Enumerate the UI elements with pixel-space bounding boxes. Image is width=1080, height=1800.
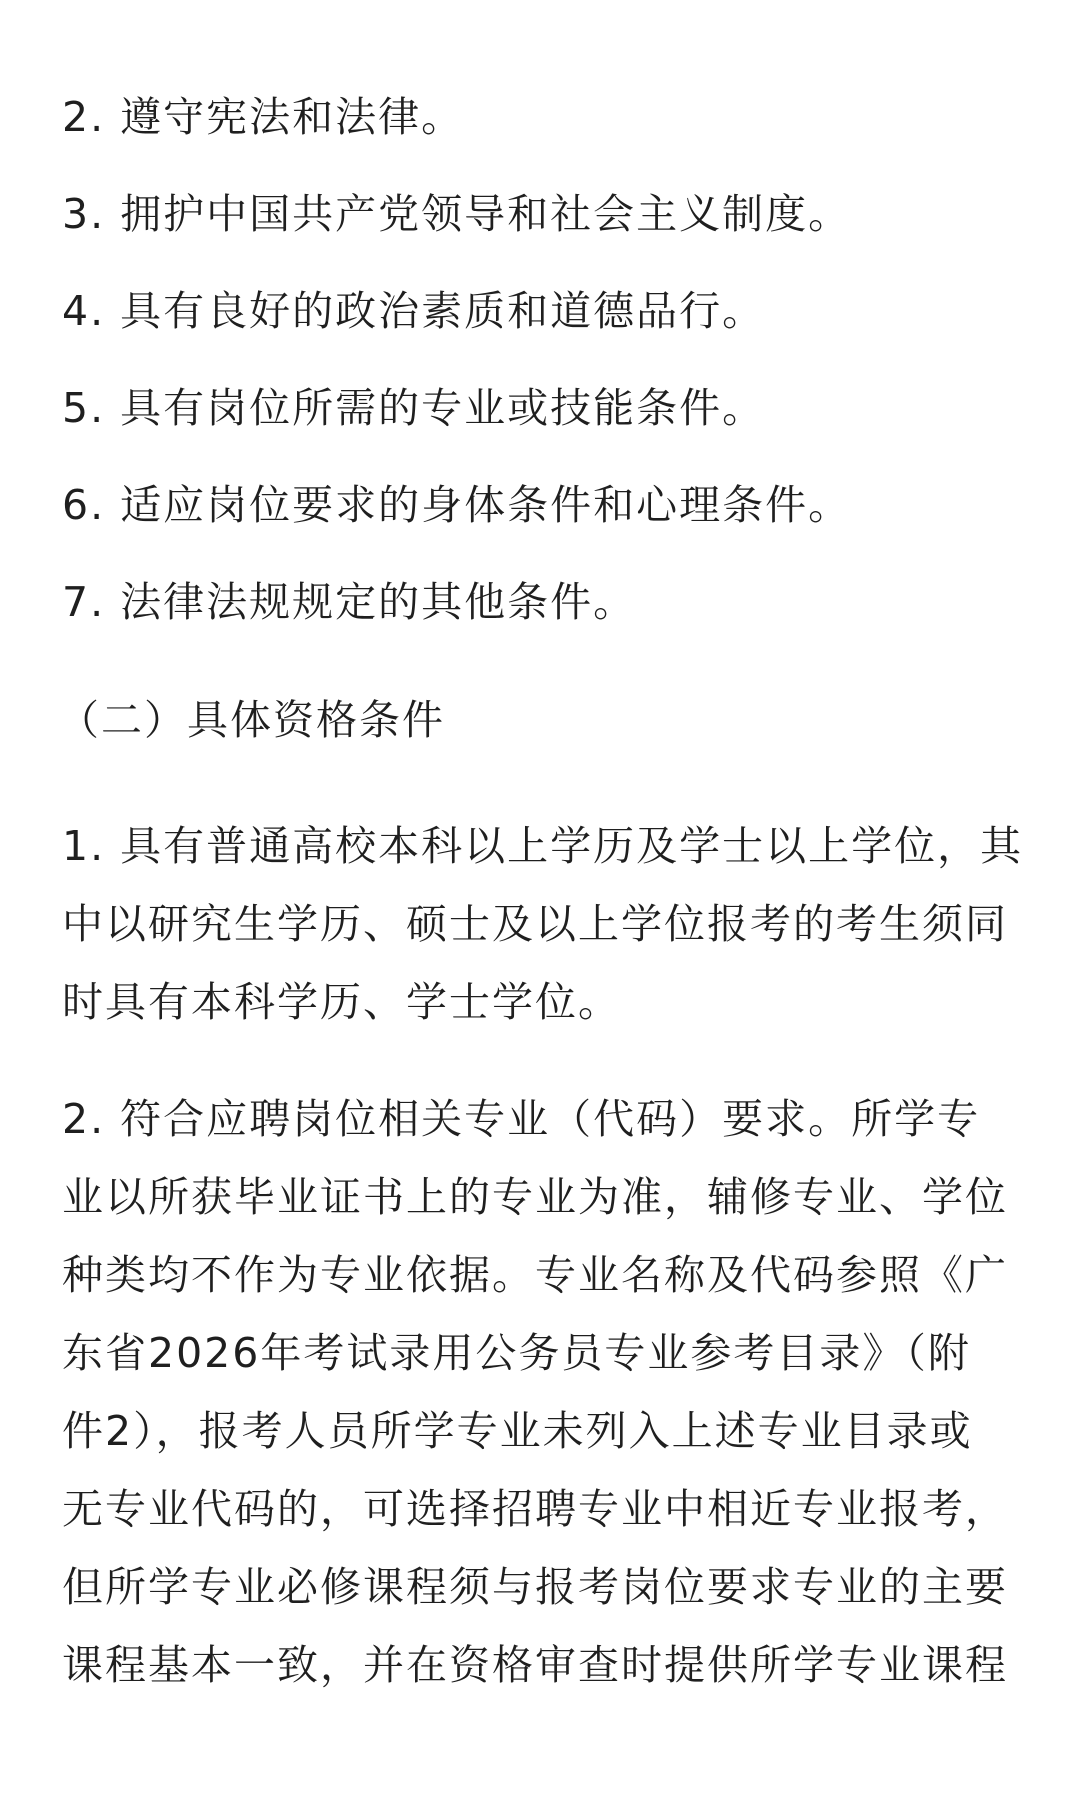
paragraph-line: 时具有本科学历、学士学位。 [62,978,621,1026]
condition-item-3: 3. 拥护中国共产党领导和社会主义制度。 [62,190,852,238]
paragraph-line: 业以所获毕业证书上的专业为准，辅修专业、学位 [62,1173,1008,1221]
condition-item-6: 6. 适应岗位要求的身体条件和心理条件。 [62,481,852,529]
section-heading: （二）具体资格条件 [58,696,445,744]
qualification-paragraph-2 [62,1080,1008,1704]
paragraph-line: 件2），报考人员所学专业未列入上述专业目录或 [62,1407,973,1455]
paragraph-line: 1. 具有普通高校本科以上学历及学士以上学位，其 [62,822,1024,870]
paragraph-line: 中以研究生学历、硕士及以上学位报考的考生须同 [62,900,1008,948]
condition-item-2: 2. 遵守宪法和法律。 [62,93,465,141]
condition-item-4: 4. 具有良好的政治素质和道德品行。 [62,287,766,335]
paragraph-line: 种类均不作为专业依据。专业名称及代码参照《广 [62,1251,1008,1299]
condition-item-7: 7. 法律法规规定的其他条件。 [62,578,637,626]
paragraph-line: 但所学专业必修课程须与报考岗位要求专业的主要 [62,1563,1008,1611]
qualification-paragraph-1 [62,807,1023,1041]
paragraph-line: 课程基本一致，并在资格审查时提供所学专业课程 [62,1641,1008,1689]
condition-item-5: 5. 具有岗位所需的专业或技能条件。 [62,384,766,432]
paragraph-line: 2. 符合应聘岗位相关专业（代码）要求。所学专 [62,1095,981,1143]
paragraph-line: 无专业代码的，可选择招聘专业中相近专业报考， [62,1485,1008,1533]
paragraph-line: 东省2026年考试录用公务员专业参考目录》（附 [62,1329,971,1377]
